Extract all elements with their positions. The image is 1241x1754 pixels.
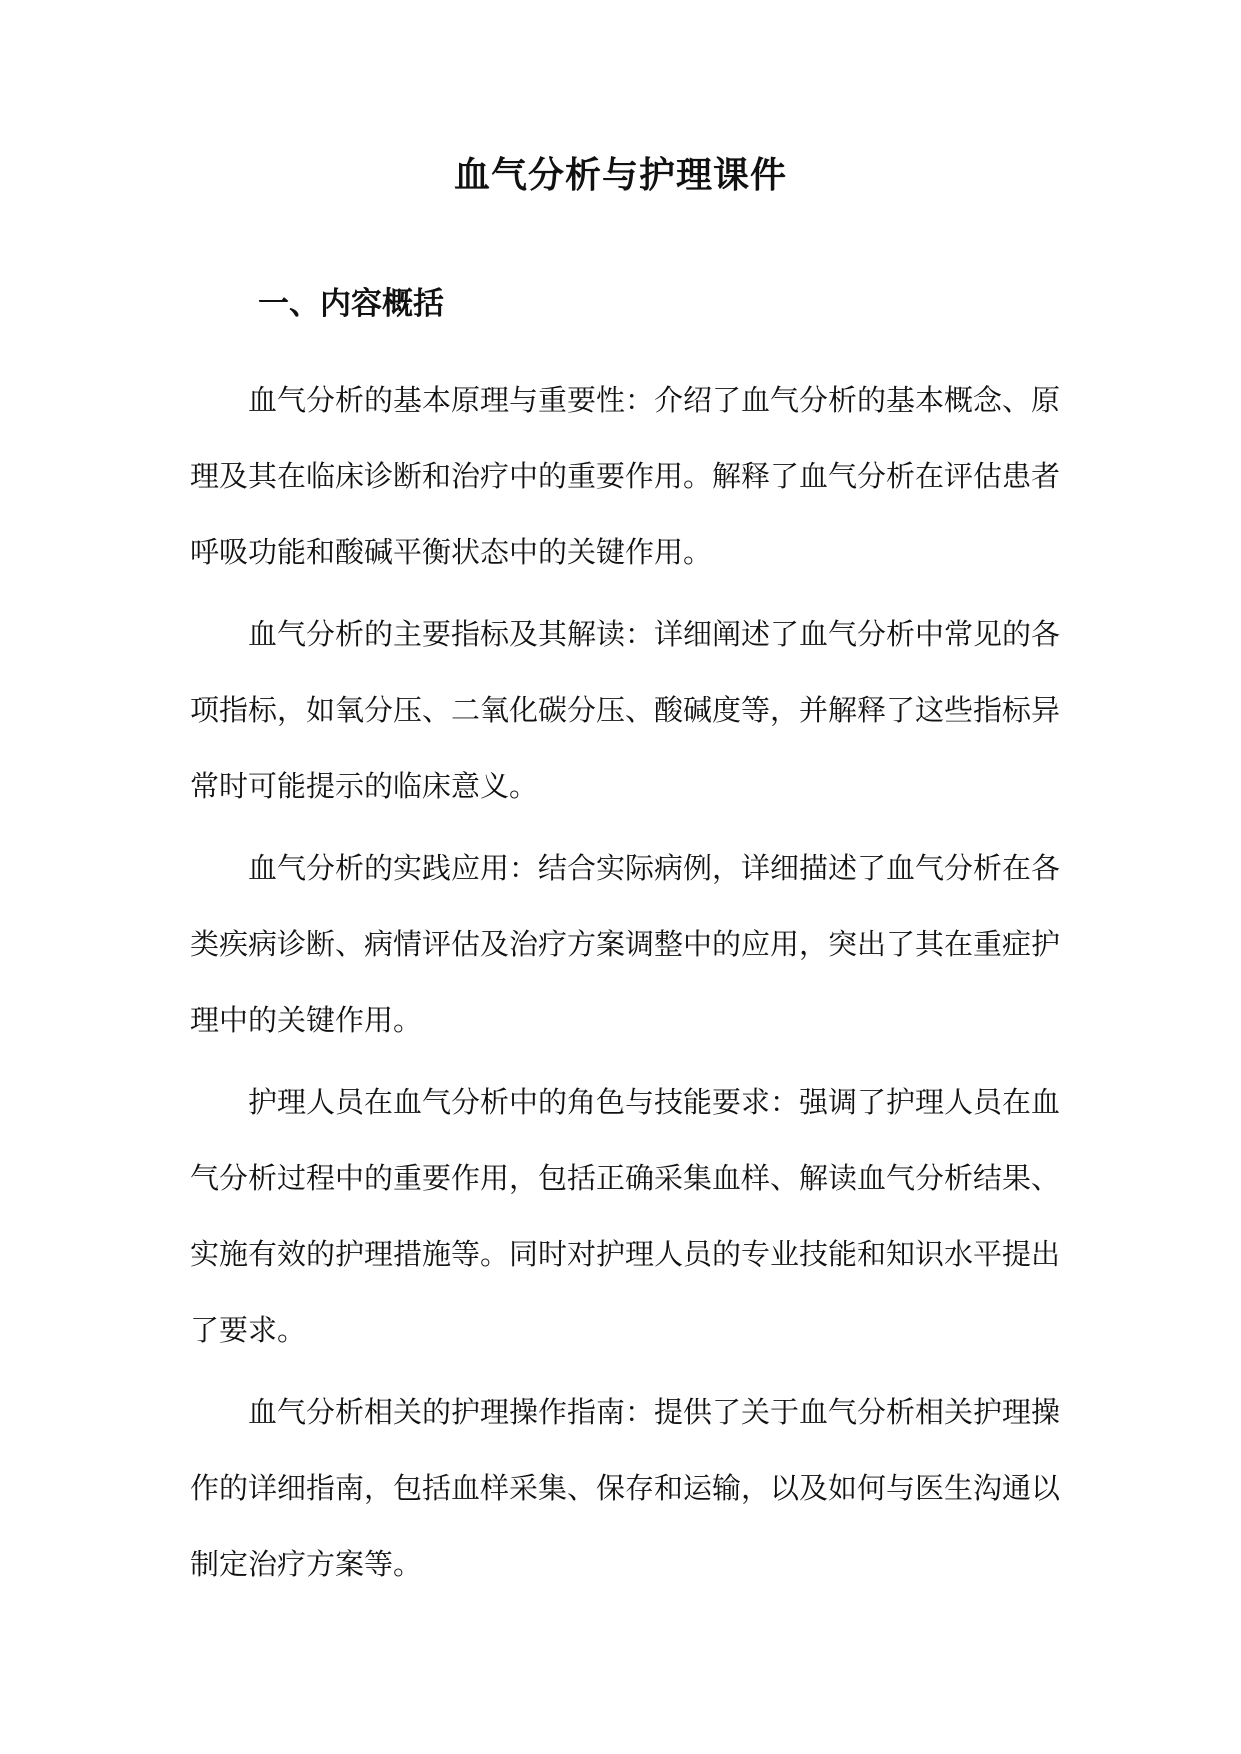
paragraph-operation-guide: 血气分析相关的护理操作指南：提供了关于血气分析相关护理操作的详细指南，包括血样采集、保存和运输，以及如何与医生沟通以制定治疗方案等。 [190,1395,1061,1581]
content-body [190,362,1060,1608]
paragraph-applications: 血气分析的实践应用：结合实际病例，详细描述了血气分析在各类疾病诊断、病情评估及治疗方案调整中的应用，突出了其在重症护理中的关键作用。 [190,851,1061,1037]
paragraph-indicators: 血气分析的主要指标及其解读：详细阐述了血气分析中常见的各项指标，如氧分压、二氧化碳分压、酸碱度等，并解释了这些指标异常时可能提示的临床意义。 [190,617,1061,803]
paragraph-nurse-role: 护理人员在血气分析中的角色与技能要求：强调了护理人员在血气分析过程中的重要作用，包括正确采集血样、解读血气分析结果、实施有效的护理措施等。同时对护理人员的专业技能和知识水平提出了要求。 [190,1085,1061,1347]
page-title: 血气分析与护理课件 [453,154,787,196]
paragraph-principles: 血气分析的基本原理与重要性：介绍了血气分析的基本概念、原理及其在临床诊断和治疗中的重要作用。解释了血气分析在评估患者呼吸功能和酸碱平衡状态中的关键作用。 [190,383,1061,569]
section-heading: 一、内容概括 [258,286,444,322]
